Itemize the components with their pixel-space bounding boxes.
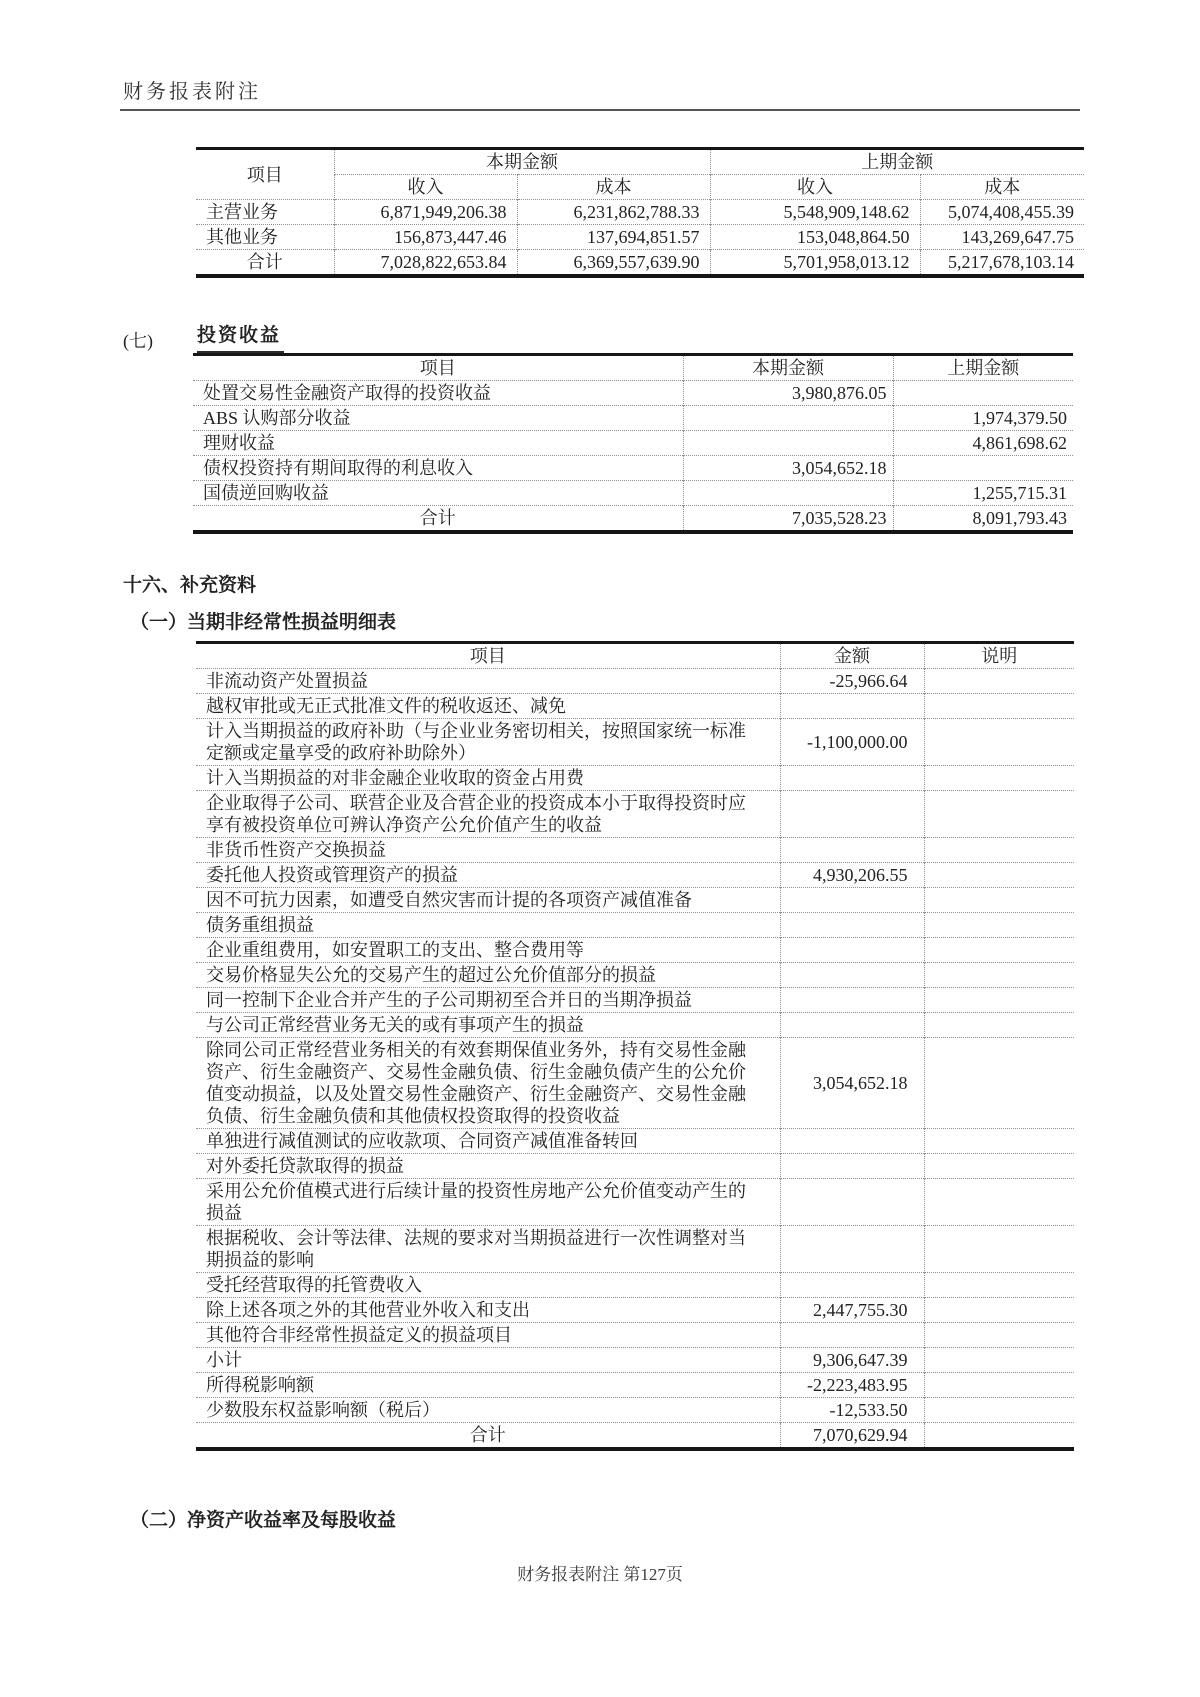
column-header-prior: 上期金额 [710, 149, 1084, 175]
total-label-cell: 合计 [193, 506, 683, 533]
note-cell [924, 766, 1074, 791]
table-row [196, 694, 1074, 719]
item-cell: 受托经营取得的托管费收入 [196, 1273, 780, 1298]
value-cell: 3,980,876.05 [683, 381, 893, 406]
amount-cell: 4,930,206.55 [780, 863, 924, 888]
subcolumn-cost: 成本 [920, 175, 1084, 200]
table-row [196, 863, 1074, 888]
value-cell: 6,231,862,788.33 [517, 200, 710, 225]
total-label-cell: 合计 [196, 1423, 780, 1450]
table-header-row [196, 149, 1084, 175]
value-cell: 7,028,822,653.84 [334, 250, 517, 277]
table-row [196, 1154, 1074, 1179]
note-cell [924, 938, 1074, 963]
table-row [196, 791, 1074, 838]
amount-cell [780, 694, 924, 719]
amount-cell [780, 913, 924, 938]
value-cell: 5,217,678,103.14 [920, 250, 1084, 277]
note-cell [924, 1154, 1074, 1179]
table-header-row [196, 643, 1074, 669]
amount-cell [780, 1154, 924, 1179]
table-row [196, 988, 1074, 1013]
item-cell: 债权投资持有期间取得的利息收入 [193, 456, 683, 481]
table-row [196, 766, 1074, 791]
column-header-prior: 上期金额 [893, 355, 1073, 381]
note-cell [924, 888, 1074, 913]
amount-cell [780, 888, 924, 913]
table-row [196, 913, 1074, 938]
value-cell: 3,054,652.18 [683, 456, 893, 481]
amount-cell [780, 791, 924, 838]
item-cell: 国债逆回购收益 [193, 481, 683, 506]
table-row [196, 1373, 1074, 1398]
note-cell [924, 1179, 1074, 1226]
item-cell: 债务重组损益 [196, 913, 780, 938]
column-header-item: 项目 [469, 646, 506, 666]
table-row [196, 838, 1074, 863]
note-cell [924, 1373, 1074, 1398]
value-cell [893, 381, 1073, 406]
column-header-amount: 金额 [780, 643, 924, 669]
table-total-row [196, 1423, 1074, 1450]
note-cell [924, 1013, 1074, 1038]
amount-cell [780, 1129, 924, 1154]
item-cell: 除上述各项之外的其他营业外收入和支出 [196, 1298, 780, 1323]
page-footer: 财务报表附注 第127页 [517, 1565, 683, 1584]
amount-cell [780, 988, 924, 1013]
item-cell: 企业取得子公司、联营企业及合营企业的投资成本小于取得投资时应享有被投资单位可辨认净资产公允价值产生的收益 [196, 791, 780, 838]
amount-cell: 2,447,755.30 [780, 1298, 924, 1323]
item-cell: 交易价格显失公允的交易产生的超过公允价值部分的损益 [196, 963, 780, 988]
note-cell [924, 863, 1074, 888]
note-cell [924, 1348, 1074, 1373]
subsection-nonrecurring-heading: （一）当期非经常性损益明细表 [130, 612, 397, 633]
column-header-note: 说明 [924, 643, 1074, 669]
value-cell: 5,701,958,013.12 [710, 250, 920, 277]
note-cell [924, 719, 1074, 766]
amount-cell [780, 1226, 924, 1273]
value-cell [893, 456, 1073, 481]
table-row [196, 1179, 1074, 1226]
column-header-current: 本期金额 [334, 149, 710, 175]
amount-cell: 7,070,629.94 [780, 1423, 924, 1450]
value-cell: 5,548,909,148.62 [710, 200, 920, 225]
value-cell [683, 431, 893, 456]
value-cell: 7,035,528.23 [683, 506, 893, 533]
column-header-item: 项目 [246, 164, 283, 185]
table-row [196, 719, 1074, 766]
value-cell: 1,974,379.50 [893, 406, 1073, 431]
section-investment-income-heading [123, 324, 1200, 353]
section-supplementary-heading: 十六、补充资料 [123, 575, 257, 596]
value-cell [683, 406, 893, 431]
note-cell [924, 1273, 1074, 1298]
item-cell: 少数股东权益影响额（税后） [196, 1398, 780, 1423]
table-row [193, 431, 1073, 456]
item-cell: 主营业务 [196, 200, 334, 225]
amount-cell: -12,533.50 [780, 1398, 924, 1423]
note-cell [924, 1129, 1074, 1154]
nonrecurring-items-table [196, 641, 1074, 1451]
item-cell: 其他业务 [196, 225, 334, 250]
note-cell [924, 1298, 1074, 1323]
amount-cell [780, 1273, 924, 1298]
page-header [120, 0, 1080, 111]
item-cell: 理财收益 [193, 431, 683, 456]
table-row [196, 938, 1074, 963]
page-header-title: 财务报表附注 [120, 80, 1080, 111]
section-title: 投资收益 [197, 324, 284, 353]
table-header-row [193, 355, 1073, 381]
note-cell [924, 791, 1074, 838]
value-cell: 156,873,447.46 [334, 225, 517, 250]
table-row [193, 456, 1073, 481]
table-row [196, 669, 1074, 694]
amount-cell [780, 1323, 924, 1348]
item-cell: 委托他人投资或管理资产的损益 [196, 863, 780, 888]
item-cell: 单独进行减值测试的应收款项、合同资产减值准备转回 [196, 1129, 780, 1154]
value-cell: 4,861,698.62 [893, 431, 1073, 456]
item-cell: 其他符合非经常性损益定义的损益项目 [196, 1323, 780, 1348]
item-cell: 处置交易性金融资产取得的投资收益 [193, 381, 683, 406]
revenue-cost-table [196, 147, 1084, 278]
amount-cell [780, 766, 924, 791]
amount-cell [780, 938, 924, 963]
value-cell: 153,048,864.50 [710, 225, 920, 250]
item-cell: 越权审批或无正式批准文件的税收返还、减免 [196, 694, 780, 719]
table-row [196, 1038, 1074, 1129]
item-cell: 采用公允价值模式进行后续计量的投资性房地产公允价值变动产生的损益 [196, 1179, 780, 1226]
value-cell: 8,091,793.43 [893, 506, 1073, 533]
amount-cell [780, 1179, 924, 1226]
amount-cell [780, 838, 924, 863]
table-subtotal-row [196, 1348, 1074, 1373]
table-row [196, 1273, 1074, 1298]
value-cell: 5,074,408,455.39 [920, 200, 1084, 225]
table-row [196, 1398, 1074, 1423]
table-total-row [196, 250, 1084, 277]
table-row [193, 406, 1073, 431]
note-cell [924, 1423, 1074, 1450]
note-cell [924, 669, 1074, 694]
value-cell: 6,871,949,206.38 [334, 200, 517, 225]
value-cell: 6,369,557,639.90 [517, 250, 710, 277]
table-total-row [193, 506, 1073, 533]
item-cell: 所得税影响额 [196, 1373, 780, 1398]
amount-cell [780, 1013, 924, 1038]
item-cell: 非流动资产处置损益 [196, 669, 780, 694]
amount-cell: -2,223,483.95 [780, 1373, 924, 1398]
subcolumn-revenue: 收入 [334, 175, 517, 200]
note-cell [924, 963, 1074, 988]
table-row [196, 1298, 1074, 1323]
note-cell [924, 838, 1074, 863]
value-cell [683, 481, 893, 506]
item-cell: 小计 [196, 1348, 780, 1373]
item-cell: 计入当期损益的对非金融企业收取的资金占用费 [196, 766, 780, 791]
item-cell: 根据税收、会计等法律、法规的要求对当期损益进行一次性调整对当期损益的影响 [196, 1226, 780, 1273]
note-cell [924, 913, 1074, 938]
note-cell [924, 988, 1074, 1013]
table-row [196, 200, 1084, 225]
value-cell: 1,255,715.31 [893, 481, 1073, 506]
value-cell: 143,269,647.75 [920, 225, 1084, 250]
note-cell [924, 1323, 1074, 1348]
note-cell [924, 1398, 1074, 1423]
item-cell: ABS 认购部分收益 [193, 406, 683, 431]
table-row [196, 963, 1074, 988]
column-header-item: 项目 [419, 358, 456, 378]
table-row [193, 381, 1073, 406]
subsection-roe-eps-heading: （二）净资产收益率及每股收益 [130, 1510, 397, 1531]
total-label-cell: 合计 [196, 250, 334, 277]
table-row [196, 1226, 1074, 1273]
amount-cell: 3,054,652.18 [780, 1038, 924, 1129]
value-cell: 137,694,851.57 [517, 225, 710, 250]
item-cell: 对外委托贷款取得的损益 [196, 1154, 780, 1179]
item-cell: 与公司正常经营业务无关的或有事项产生的损益 [196, 1013, 780, 1038]
table-row [196, 225, 1084, 250]
investment-income-table [193, 353, 1073, 534]
item-cell: 除同公司正常经营业务相关的有效套期保值业务外，持有交易性金融资产、衍生金融资产、交易性金融负债、衍生金融负债产生的公允价值变动损益，以及处置交易性金融资产、衍生金融资产、交易性金融负债、衍生金融负债和其他债权投资取得的投资收益 [196, 1038, 780, 1129]
note-cell [924, 1226, 1074, 1273]
item-cell: 因不可抗力因素，如遭受自然灾害而计提的各项资产减值准备 [196, 888, 780, 913]
column-header-current: 本期金额 [683, 355, 893, 381]
item-cell: 同一控制下企业合并产生的子公司期初至合并日的当期净损益 [196, 988, 780, 1013]
item-cell: 非货币性资产交换损益 [196, 838, 780, 863]
table-row [196, 1129, 1074, 1154]
amount-cell [780, 963, 924, 988]
amount-cell: -25,966.64 [780, 669, 924, 694]
table-row [196, 888, 1074, 913]
note-cell [924, 1038, 1074, 1129]
table-row [196, 1323, 1074, 1348]
item-cell: 计入当期损益的政府补助（与企业业务密切相关，按照国家统一标准定额或定量享受的政府补助除外） [196, 719, 780, 766]
table-row [193, 481, 1073, 506]
amount-cell: -1,100,000.00 [780, 719, 924, 766]
note-cell [924, 694, 1074, 719]
subcolumn-revenue: 收入 [710, 175, 920, 200]
table-row [196, 1013, 1074, 1038]
subcolumn-cost: 成本 [517, 175, 710, 200]
item-cell: 企业重组费用，如安置职工的支出、整合费用等 [196, 938, 780, 963]
amount-cell: 9,306,647.39 [780, 1348, 924, 1373]
section-number: (七) [123, 331, 153, 351]
